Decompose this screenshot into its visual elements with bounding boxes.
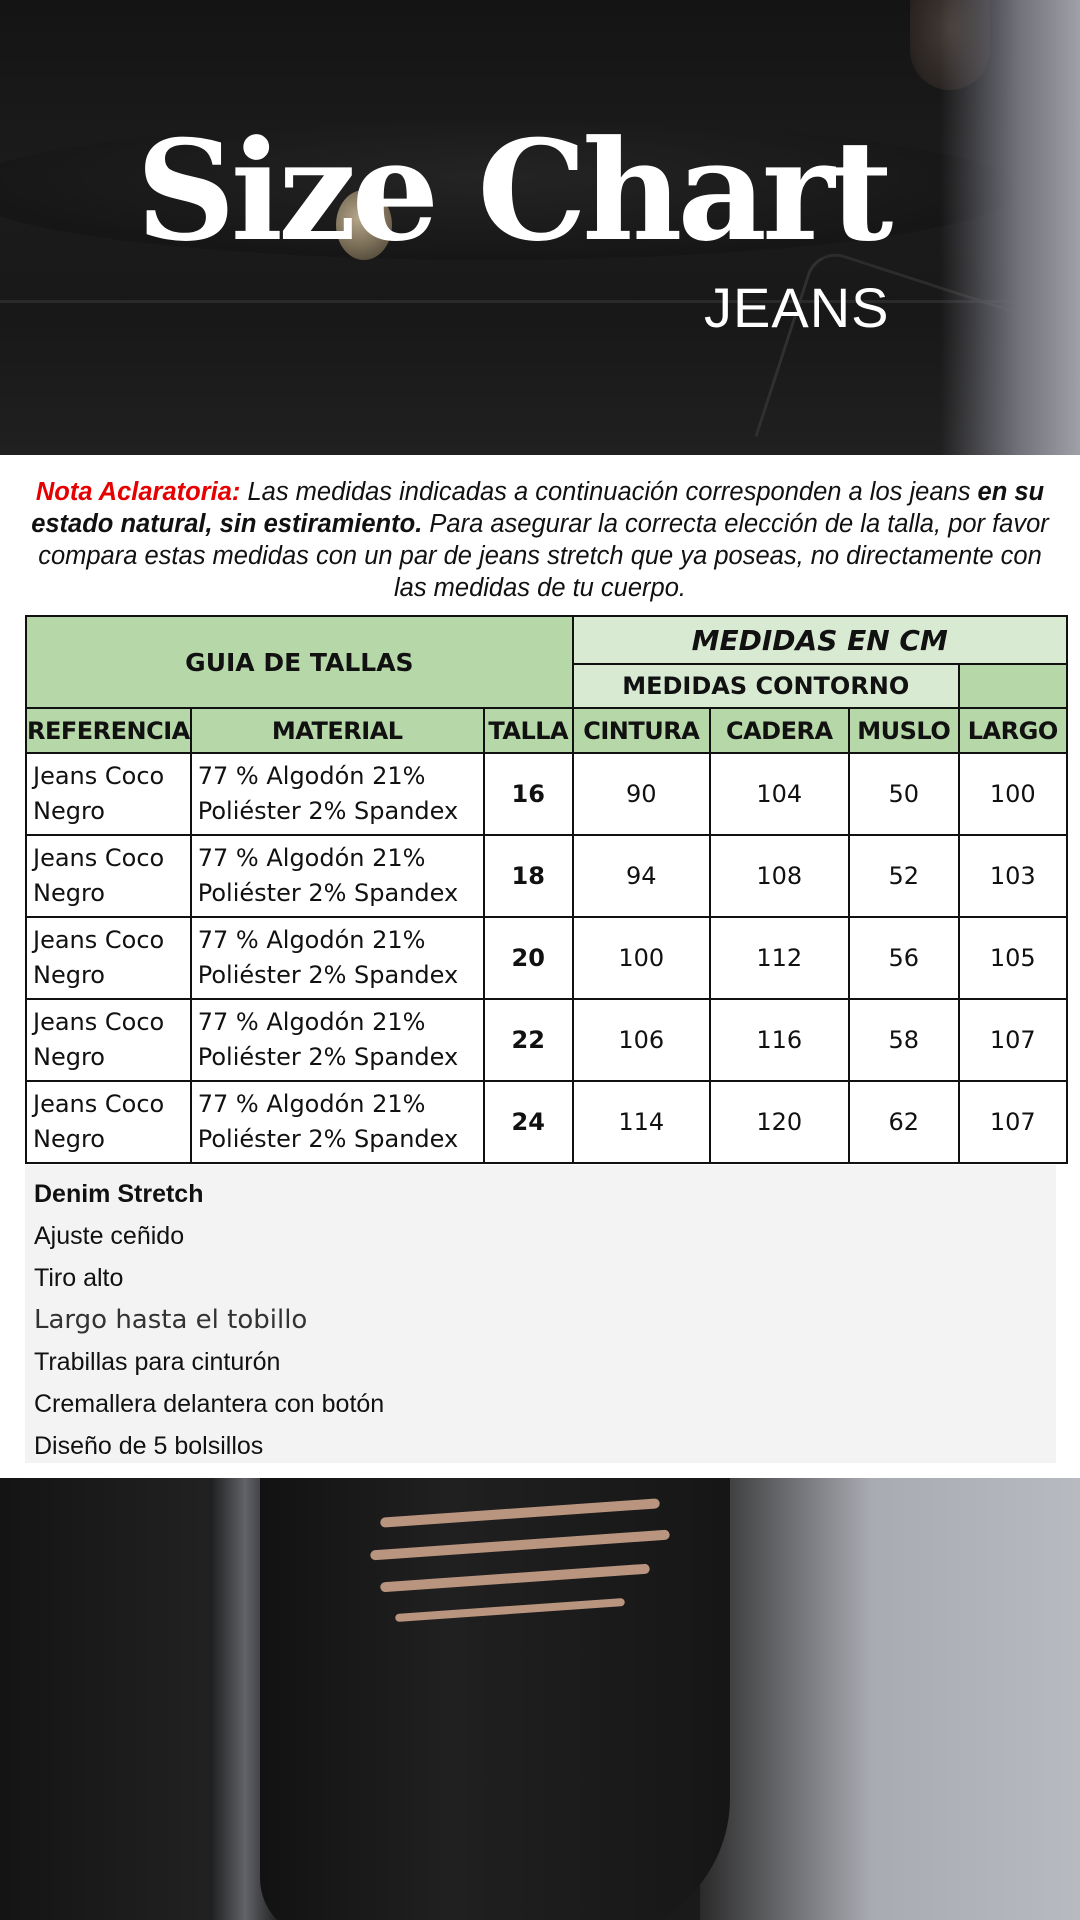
ref-line-2: Negro	[33, 961, 105, 989]
cell-referencia	[26, 917, 191, 999]
cell-cadera: 108	[710, 835, 849, 917]
feature-item: Cremallera delantera con botón	[34, 1390, 385, 1418]
cell-cintura: 114	[573, 1081, 710, 1163]
cell-cintura: 106	[573, 999, 710, 1081]
cell-muslo: 50	[849, 753, 959, 835]
material-line-1: 77 % Algodón 21%	[197, 1008, 426, 1036]
col-header-cintura: CINTURA	[573, 708, 710, 753]
measures-title: MEDIDAS EN CM	[573, 616, 1067, 664]
col-header-talla: TALLA	[484, 708, 573, 753]
size-table	[25, 615, 1068, 1164]
material-line-2: Poliéster 2% Spandex	[197, 1125, 459, 1153]
ref-line-1: Jeans Coco	[33, 844, 165, 872]
col-header-material: MATERIAL	[191, 708, 484, 753]
left-leg-shape	[0, 1478, 220, 1920]
cell-material	[191, 917, 484, 999]
cell-cintura: 90	[573, 753, 710, 835]
cell-largo: 107	[959, 999, 1067, 1081]
guide-title: GUIA DE TALLAS	[26, 616, 573, 708]
clarification-note	[30, 476, 1050, 604]
ref-line-2: Negro	[33, 797, 105, 825]
cell-referencia	[26, 753, 191, 835]
material-line-1: 77 % Algodón 21%	[197, 1090, 426, 1118]
cell-cadera: 112	[710, 917, 849, 999]
table-row	[26, 835, 1067, 917]
cell-cadera: 120	[710, 1081, 849, 1163]
bottom-photo	[0, 1478, 1080, 1920]
contour-title: MEDIDAS CONTORNO	[573, 664, 959, 708]
feature-item: Tiro alto	[34, 1264, 124, 1292]
cell-largo: 105	[959, 917, 1067, 999]
ref-line-1: Jeans Coco	[33, 1090, 165, 1118]
table-row	[26, 917, 1067, 999]
cell-muslo: 56	[849, 917, 959, 999]
material-line-2: Poliéster 2% Spandex	[197, 797, 459, 825]
ref-line-1: Jeans Coco	[33, 1008, 165, 1036]
background-wall	[940, 0, 1080, 455]
cell-cadera: 104	[710, 753, 849, 835]
cell-material	[191, 999, 484, 1081]
page-subtitle: JEANS	[704, 276, 890, 339]
ref-line-1: Jeans Coco	[33, 762, 165, 790]
cell-talla: 16	[484, 753, 573, 835]
col-header-cadera: CADERA	[710, 708, 849, 753]
feature-item: Ajuste ceñido	[34, 1222, 185, 1250]
hero-photo	[0, 0, 1080, 455]
cell-material	[191, 753, 484, 835]
background-wall	[700, 1478, 1080, 1920]
cell-muslo: 62	[849, 1081, 959, 1163]
col-header-largo: LARGO	[959, 708, 1067, 753]
feature-item: Largo hasta el tobillo	[34, 1305, 308, 1335]
material-line-2: Poliéster 2% Spandex	[197, 961, 459, 989]
cell-largo: 103	[959, 835, 1067, 917]
features-title: Denim Stretch	[34, 1180, 204, 1208]
ref-line-1: Jeans Coco	[33, 926, 165, 954]
cell-material	[191, 835, 484, 917]
cell-material	[191, 1081, 484, 1163]
cell-cintura: 100	[573, 917, 710, 999]
cell-talla: 22	[484, 999, 573, 1081]
cell-largo: 100	[959, 753, 1067, 835]
table-row	[26, 1081, 1067, 1163]
cell-talla: 20	[484, 917, 573, 999]
note-text-1: Las medidas indicadas a continuación corresponden a los jeans	[240, 478, 978, 506]
cell-largo: 107	[959, 1081, 1067, 1163]
table-row	[26, 999, 1067, 1081]
ref-line-2: Negro	[33, 1043, 105, 1071]
note-label: Nota Aclaratoria:	[35, 478, 241, 506]
col-header-referencia: REFERENCIA	[26, 708, 191, 753]
cell-muslo: 52	[849, 835, 959, 917]
features-list	[25, 1165, 1056, 1463]
col-header-muslo: MUSLO	[849, 708, 959, 753]
feature-item: Diseño de 5 bolsillos	[34, 1432, 264, 1460]
material-line-1: 77 % Algodón 21%	[197, 844, 426, 872]
cell-talla: 18	[484, 835, 573, 917]
cell-referencia	[26, 1081, 191, 1163]
cell-cintura: 94	[573, 835, 710, 917]
ref-line-2: Negro	[33, 1125, 105, 1153]
material-line-2: Poliéster 2% Spandex	[197, 879, 459, 907]
cell-cadera: 116	[710, 999, 849, 1081]
cell-muslo: 58	[849, 999, 959, 1081]
header-blank-cell	[959, 664, 1067, 708]
feature-item: Trabillas para cinturón	[34, 1348, 281, 1376]
cell-talla: 24	[484, 1081, 573, 1163]
note-bold-text: en su estado natural, sin estiramiento.	[31, 478, 1045, 538]
cell-referencia	[26, 835, 191, 917]
material-line-1: 77 % Algodón 21%	[197, 762, 426, 790]
cell-referencia	[26, 999, 191, 1081]
material-line-1: 77 % Algodón 21%	[197, 926, 426, 954]
table-row	[26, 753, 1067, 835]
material-line-2: Poliéster 2% Spandex	[197, 1043, 459, 1071]
ref-line-2: Negro	[33, 879, 105, 907]
note-text-2: Para asegurar la correcta elección de la talla, por favor compara estas medidas con un par de jeans stretch que ya poseas, no directamente con las medidas de tu cuerpo.	[38, 510, 1049, 602]
page-title: Size Chart	[136, 109, 889, 272]
